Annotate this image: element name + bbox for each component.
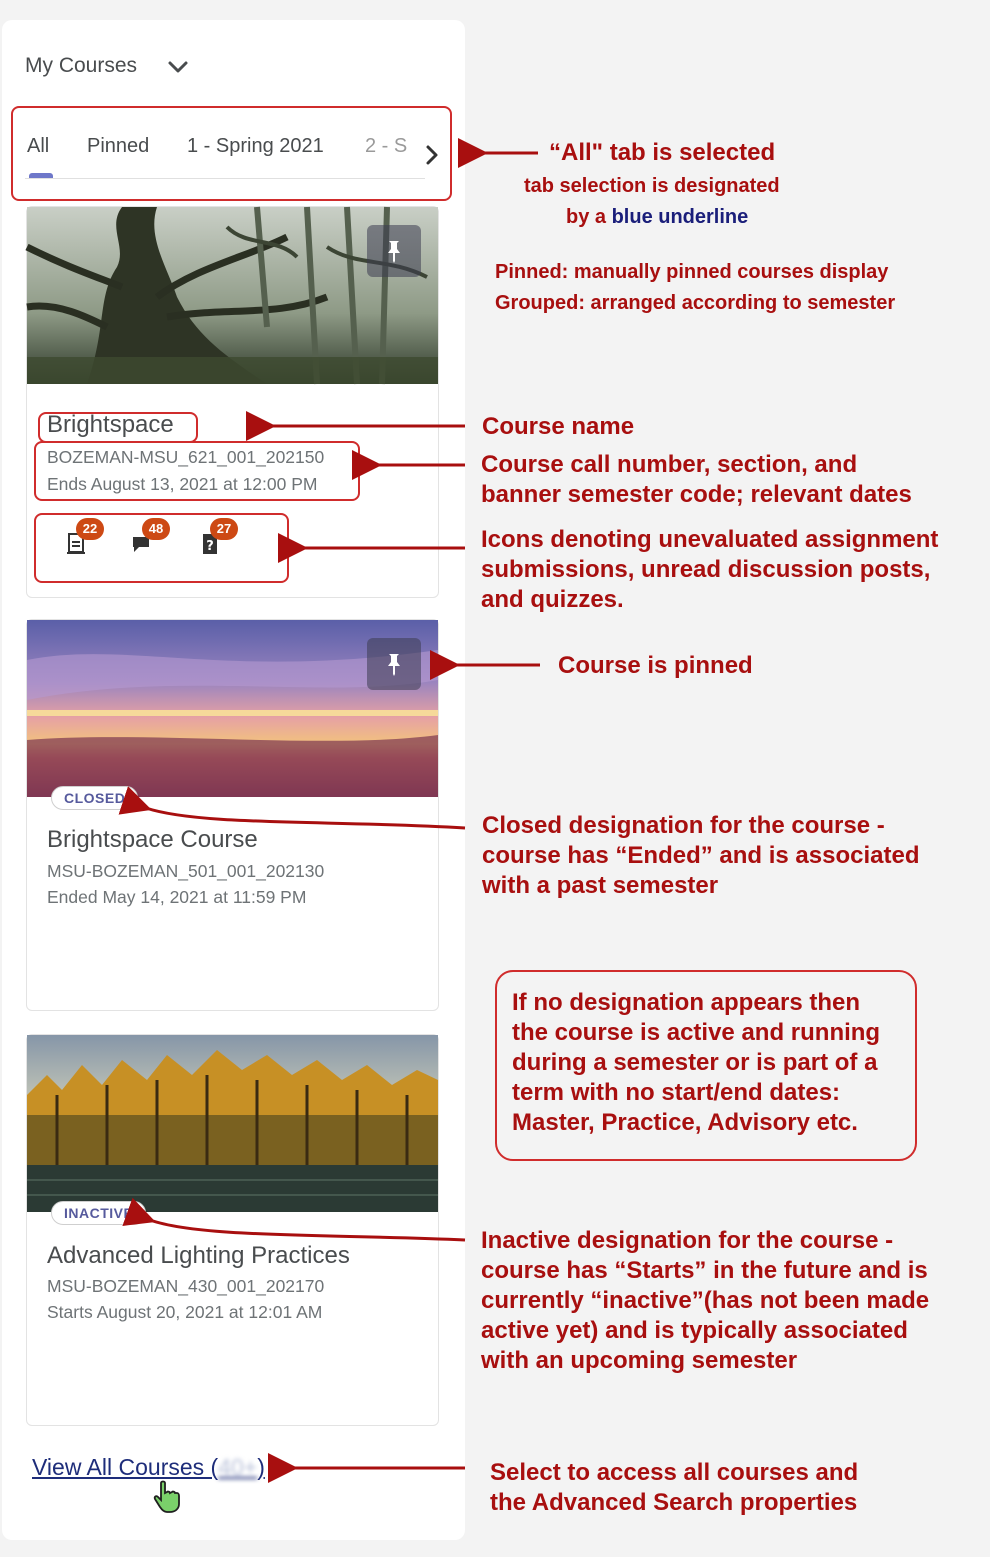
tab-all[interactable]: All xyxy=(27,135,50,157)
annotation-no-designation-3: during a semester or is part of a xyxy=(512,1049,878,1076)
course-code: MSU-BOZEMAN_430_001_202170 xyxy=(47,1276,325,1296)
annotation-closed-1: Closed designation for the course - xyxy=(482,812,885,839)
assignment-count: 22 xyxy=(76,518,104,540)
annotation-icons-3: and quizzes. xyxy=(481,586,624,613)
quiz-count: 27 xyxy=(210,518,238,540)
annotation-all-tab: “All" tab is selected xyxy=(549,139,776,166)
course-date: Ends August 13, 2021 at 12:00 PM xyxy=(47,474,318,494)
annotation-call-number-2: banner semester code; relevant dates xyxy=(481,481,912,508)
svg-text:?: ? xyxy=(206,539,214,554)
annotation-no-designation-5: Master, Practice, Advisory etc. xyxy=(512,1109,858,1136)
course-name[interactable]: Brightspace xyxy=(47,411,174,438)
annotation-icons-1: Icons denoting unevaluated assignment xyxy=(481,526,939,553)
tab-pinned[interactable]: Pinned xyxy=(87,135,150,157)
annotation-view-all-1: Select to access all courses and xyxy=(490,1459,859,1486)
annotation-closed-2: course has “Ended” and is associated xyxy=(482,842,920,869)
annotation-no-designation-2: the course is active and running xyxy=(512,1019,881,1046)
annotation-icons-2: submissions, unread discussion posts, xyxy=(481,556,931,583)
annotation-no-designation-4: term with no start/end dates: xyxy=(512,1079,841,1106)
annotation-tab-selection: tab selection is designated xyxy=(524,175,780,197)
view-all-label: View All Courses ( xyxy=(32,1454,219,1480)
annotation-no-designation-1: If no designation appears then xyxy=(512,989,861,1016)
discussion-count: 48 xyxy=(142,518,170,540)
view-all-close: ) xyxy=(257,1454,265,1480)
annotation-inactive-5: with an upcoming semester xyxy=(481,1347,798,1374)
status-badge-closed: CLOSED xyxy=(51,786,138,810)
annotation-course-name: Course name xyxy=(482,413,635,440)
annotation-inactive-1: Inactive designation for the course - xyxy=(481,1227,894,1254)
course-code: MSU-BOZEMAN_501_001_202130 xyxy=(47,861,325,881)
course-name[interactable]: Advanced Lighting Practices xyxy=(47,1242,350,1269)
annotation-view-all-2: the Advanced Search properties xyxy=(490,1489,858,1516)
annotation-blue-underline: by a blue underline xyxy=(566,206,749,228)
annotation-pinned-desc: Pinned: manually pinned courses display xyxy=(495,261,889,283)
status-badge-inactive: INACTIVE xyxy=(51,1201,146,1225)
annotation-call-number-1: Course call number, section, and xyxy=(481,451,858,478)
annotation-closed-3: with a past semester xyxy=(482,872,719,899)
annotation-inactive-3: currently “inactive”(has not been made xyxy=(481,1287,930,1314)
annotation-inactive-2: course has “Starts” in the future and is xyxy=(481,1257,928,1284)
tab-semester-2[interactable]: 2 - S xyxy=(365,135,408,157)
course-count: 40+ xyxy=(218,1454,258,1480)
annotation-grouped-desc: Grouped: arranged according to semester xyxy=(495,292,896,314)
course-date: Starts August 20, 2021 at 12:01 AM xyxy=(47,1302,323,1322)
annotation-pinned: Course is pinned xyxy=(558,652,753,679)
course-date: Ended May 14, 2021 at 11:59 PM xyxy=(47,887,307,907)
course-name[interactable]: Brightspace Course xyxy=(47,826,258,853)
widget-title: My Courses xyxy=(25,54,138,77)
annotation-inactive-4: active yet) and is typically associated xyxy=(481,1317,908,1344)
course-code: BOZEMAN-MSU_621_001_202150 xyxy=(47,447,325,467)
tab-spring-2021[interactable]: 1 - Spring 2021 xyxy=(187,135,324,157)
